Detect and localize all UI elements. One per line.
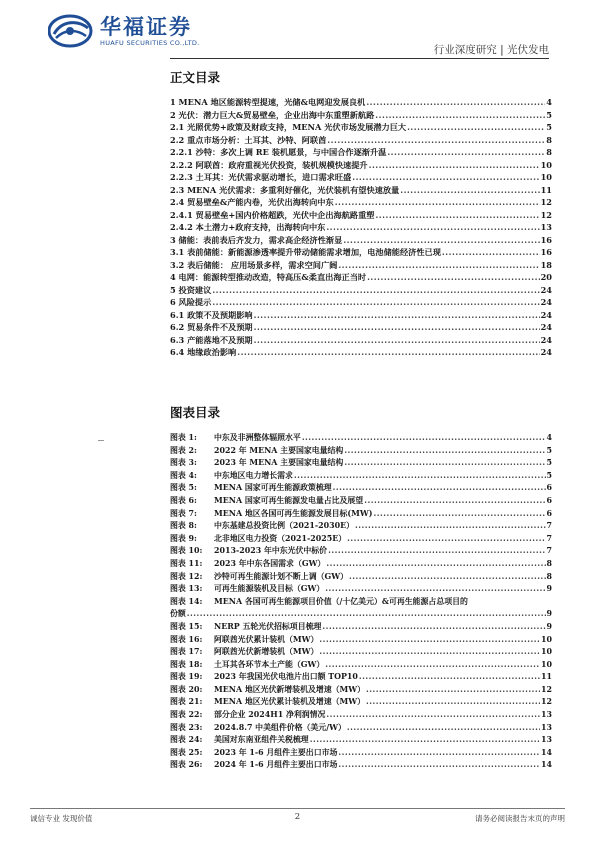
toc-entry-page: 4	[546, 97, 552, 107]
toc-leader-dots	[327, 134, 545, 147]
toc-leader-dots	[237, 346, 539, 359]
figure-entry[interactable]	[170, 684, 552, 697]
figure-entry-number: 图表 24:	[170, 735, 203, 745]
figure-entry-number: 图表 12:	[170, 571, 203, 581]
toc-leader-dots	[212, 284, 539, 297]
figure-leader-dots	[338, 759, 540, 772]
figure-entry-page: 11	[541, 672, 552, 682]
toc-entry[interactable]	[170, 221, 552, 234]
figure-entry-page: 5	[546, 470, 552, 480]
figure-entry-label: 北非地区电力投资（2021-2025E）	[214, 533, 347, 543]
report-category: 行业深度研究 | 光伏发电	[433, 44, 549, 56]
toc-entry[interactable]	[170, 184, 552, 197]
figure-entry-number: 图表 19:	[170, 672, 203, 682]
figure-leader-dots	[349, 571, 546, 584]
figure-entry-page: 5	[546, 445, 552, 455]
toc-entry-label: 6.1 政策不及预期影响	[170, 309, 253, 320]
figure-entry[interactable]	[170, 696, 552, 709]
toc-leader-dots	[326, 221, 539, 234]
figure-entry-page: 8	[546, 571, 552, 581]
toc-entry-page: 12	[540, 209, 552, 220]
logo-english-name: HUAFU SECURITIES CO.,LTD.	[100, 38, 200, 47]
figure-leader-dots	[319, 646, 540, 659]
toc-entry-page: 24	[540, 322, 552, 332]
figure-entry[interactable]	[170, 646, 552, 659]
figure-entry-page: 6	[546, 508, 552, 518]
figure-entry-number: 图表 1:	[170, 433, 197, 442]
toc-entry-page: 24	[540, 297, 552, 307]
figure-entry-label: MENA 国家可再生能源发电量占比及展望	[214, 495, 364, 505]
toc-entry-label: 4 电网：能源转型推动改造，特高压&柔直出海正当时	[170, 272, 367, 282]
figure-leader-dots	[338, 747, 540, 760]
figure-entry-page: 10	[541, 659, 552, 669]
toc-leader-dots	[254, 334, 540, 347]
toc-entry[interactable]	[170, 134, 552, 147]
toc-entry[interactable]	[170, 171, 552, 184]
table-of-contents	[170, 96, 552, 359]
toc-entry[interactable]	[170, 196, 552, 209]
figure-entry-number: 图表 22:	[170, 710, 203, 720]
page-number: 2	[294, 812, 301, 822]
figure-entry-label: 2022 年 MENA 主要国家电量结构	[214, 445, 344, 455]
figure-entry-label: 部分企业 2024H1 净利润情况	[214, 710, 326, 720]
figure-entry-page: 14	[541, 760, 552, 770]
figure-entry[interactable]	[170, 596, 552, 621]
figure-entry-label: MENA 各国可再生能源项目价值（/十亿美元）&可再生能源占总项目的	[214, 596, 468, 606]
figure-entry-number: 图表 9:	[170, 533, 197, 543]
figure-entry-label: 2023 年 1-6 月组件主要出口市场	[214, 747, 338, 757]
toc-entry-label: 3.1 表前储能：新能源渗透率提升带动储能需求增加，电池储能经济性已现	[170, 247, 441, 257]
figure-leader-dots	[366, 684, 540, 697]
figure-entry[interactable]	[170, 533, 552, 546]
figure-entry-page: 7	[546, 546, 552, 556]
figure-entry-page: 9	[546, 621, 552, 631]
list-of-figures	[170, 432, 552, 772]
figure-entry-label: 2024 年 1-6 月组件主要出口市场	[214, 760, 338, 770]
figure-entry-page: 13	[541, 722, 552, 732]
figure-entry-number: 图表 14:	[170, 596, 203, 606]
figure-entry-number: 图表 20:	[170, 684, 203, 694]
toc-entry-label: 6.4 地缘政治影响	[170, 347, 237, 357]
figure-entry[interactable]	[170, 482, 552, 495]
toc-entry-page: 16	[540, 234, 552, 245]
figure-entry-label: MENA 地区光伏累计装机及增速（MW）	[214, 697, 366, 707]
toc-entry-page: 10	[540, 159, 552, 170]
figure-entry[interactable]	[170, 621, 552, 634]
toc-entry[interactable]	[170, 96, 552, 109]
figure-entry[interactable]	[170, 659, 552, 672]
figure-entry[interactable]	[170, 508, 552, 521]
figure-entry-page: 9	[546, 609, 552, 619]
toc-entry[interactable]	[170, 234, 552, 247]
margin-mark	[98, 440, 104, 441]
toc-entry-page: 5	[546, 109, 552, 120]
toc-entry-page: 12	[540, 197, 552, 207]
toc-leader-dots	[254, 321, 540, 334]
figure-entry-label-continued: 份额	[170, 609, 186, 619]
figure-entry-page: 6	[546, 483, 552, 493]
figure-leader-dots	[364, 495, 545, 508]
figure-leader-dots	[319, 634, 540, 647]
toc-leader-dots	[375, 209, 539, 222]
figure-entry[interactable]	[170, 671, 552, 684]
figure-leader-dots	[355, 520, 545, 533]
toc-entry-label: 2.4.2 本土潜力+政府支持，出海转向中东	[170, 222, 326, 232]
figure-entry-label: 中东及非洲整体辐照水平	[214, 433, 301, 442]
toc-entry-page: 5	[546, 122, 552, 132]
figure-entry-number: 图表 18:	[170, 659, 203, 669]
toc-leader-dots	[254, 309, 540, 322]
toc-entry-label: 2.4 贸易壁垒&产能内卷，光伏出海转向中东	[170, 197, 334, 207]
figure-entry-page: 9	[546, 584, 552, 594]
footer-disclaimer: 请务必阅读报告末页的声明	[475, 814, 565, 823]
figure-list-title: 图表目录	[170, 405, 221, 420]
figure-entry-page: 12	[541, 697, 552, 707]
figure-leader-dots	[325, 659, 540, 672]
figure-entry-number: 图表 10:	[170, 546, 203, 556]
toc-entry[interactable]	[170, 271, 552, 284]
toc-entry[interactable]	[170, 146, 552, 159]
figure-entry[interactable]	[170, 571, 552, 584]
toc-entry-page: 8	[546, 134, 552, 145]
toc-entry[interactable]	[170, 321, 552, 334]
toc-leader-dots	[335, 196, 540, 209]
toc-entry-label: 2.2.2 阿联酋：政府重视光伏投资，装机规模快速提升	[170, 159, 368, 170]
figure-entry[interactable]	[170, 520, 552, 533]
toc-leader-dots	[366, 96, 545, 109]
toc-entry-label: 3.2 表后储能： 应用场景多样，需求空间广阔	[170, 259, 338, 270]
toc-entry-label: 2.4.1 贸易壁垒+国内价格超跌，光伏中企出海航路重塑	[170, 209, 375, 220]
figure-entry-number: 图表 16:	[170, 634, 203, 644]
figure-entry[interactable]	[170, 759, 552, 772]
figure-entry-label: 阿联酋光伏新增装机（MW）	[214, 647, 319, 657]
toc-entry-page: 24	[540, 334, 552, 345]
figure-entry-label: 2023 年 MENA 主要国家电量结构	[214, 458, 344, 468]
figure-entry-label: 2023 年我国光伏电池片出口额 TOP10	[214, 672, 358, 682]
figure-entry-label: 2013-2023 年中东光伏中标价	[214, 546, 328, 556]
toc-entry-label: 2.3 MENA 光伏需求：多重利好催化，光伏装机有望快速放量	[170, 184, 400, 195]
logo-chinese-name: 华福证券	[100, 14, 192, 39]
figure-entry-number: 图表 4:	[170, 470, 197, 480]
toc-entry-label: 2.2.3 土耳其：光伏需求驱动增长，进口需求旺盛	[170, 172, 352, 182]
figure-leader-dots	[322, 621, 545, 634]
figure-entry-page: 5	[546, 458, 552, 468]
toc-leader-dots	[369, 159, 540, 172]
figure-entry[interactable]	[170, 583, 552, 596]
toc-leader-dots	[400, 184, 539, 197]
figure-entry[interactable]	[170, 445, 552, 458]
figure-entry[interactable]	[170, 495, 552, 508]
toc-leader-dots	[367, 271, 540, 284]
figure-leader-dots	[326, 709, 540, 722]
figure-entry[interactable]	[170, 734, 552, 747]
toc-leader-dots	[375, 109, 545, 122]
figure-entry-page: 12	[541, 684, 552, 694]
figure-leader-dots	[302, 432, 546, 445]
toc-entry[interactable]	[170, 309, 552, 322]
toc-entry[interactable]	[170, 296, 552, 309]
figure-entry-number: 图表 13:	[170, 584, 203, 594]
figure-leader-dots	[310, 734, 540, 747]
figure-entry-label: 中东基建总投资比例（2021-2030E）	[214, 521, 355, 531]
figure-entry-number: 图表 21:	[170, 697, 203, 707]
figure-entry[interactable]	[170, 634, 552, 647]
figure-entry-number: 图表 15:	[170, 621, 203, 631]
toc-entry-page: 8	[546, 147, 552, 157]
toc-leader-dots	[442, 246, 540, 259]
toc-entry-page: 10	[540, 172, 552, 182]
figure-leader-dots	[325, 583, 545, 596]
toc-entry[interactable]	[170, 246, 552, 259]
figure-entry-label: MENA 地区各国可再生能源发展目标(MW)	[214, 508, 373, 518]
figure-entry-number: 图表 7:	[170, 508, 197, 518]
toc-entry-label: 6.3 产能落地不及预期	[170, 334, 253, 345]
figure-entry-label: 沙特可再生能源计划不断上调（GW）	[214, 571, 348, 581]
toc-leader-dots	[343, 234, 539, 247]
figure-entry-page: 7	[546, 521, 552, 531]
figure-leader-dots	[326, 558, 545, 571]
figure-entry-page: 8	[546, 558, 552, 568]
page-header	[0, 0, 595, 62]
figure-leader-dots	[344, 457, 545, 470]
figure-leader-dots	[347, 533, 545, 546]
figure-entry-label: 美国对东南亚组件关税梳理	[214, 735, 309, 745]
figure-entry[interactable]	[170, 709, 552, 722]
figure-entry[interactable]	[170, 457, 552, 470]
toc-entry-page: 16	[540, 247, 552, 257]
figure-entry-page: 14	[541, 747, 552, 757]
toc-entry-label: 1 MENA 地区能源转型提速，光储&电网迎发展良机	[170, 97, 366, 107]
toc-entry-label: 2.1 光照优势+政策及财政支持，MENA 光伏市场发展潜力巨大	[170, 122, 407, 132]
figure-leader-dots	[187, 608, 546, 621]
figure-leader-dots	[359, 671, 540, 684]
toc-leader-dots	[352, 171, 539, 184]
figure-entry-page: 13	[541, 735, 552, 745]
toc-entry[interactable]	[170, 121, 552, 134]
figure-entry-label: NERP 五轮光伏招标项目梳理	[214, 621, 322, 631]
figure-leader-dots	[328, 545, 545, 558]
header-divider	[170, 58, 549, 59]
toc-entry-label: 6 风险提示	[170, 297, 212, 307]
figure-entry-label: MENA 国家可再生能源政策梳理	[214, 483, 332, 493]
toc-entry-page: 24	[540, 284, 552, 295]
huafu-logo-icon	[48, 14, 94, 48]
figure-entry-number: 图表 5:	[170, 483, 197, 493]
figure-entry[interactable]	[170, 558, 552, 571]
figure-entry-label: 土耳其各环节本土产能（GW）	[214, 659, 325, 669]
toc-entry[interactable]	[170, 334, 552, 347]
toc-entry-label: 6.2 贸易条件不及预期	[170, 322, 253, 332]
figure-entry-page: 10	[541, 647, 552, 657]
toc-entry-page: 20	[540, 272, 552, 282]
toc-title: 正文目录	[170, 70, 221, 85]
figure-entry-number: 图表 6:	[170, 495, 197, 505]
figure-entry-page: 4	[546, 433, 552, 442]
figure-entry-label: 阿联酋光伏累计装机（MW）	[214, 634, 319, 644]
toc-entry[interactable]	[170, 284, 552, 297]
figure-entry-label: 2023 年中东各国需求（GW）	[214, 558, 326, 568]
toc-entry-label: 2.2.1 沙特：多次上调 RE 装机愿景，与中国合作逐渐升温	[170, 147, 387, 157]
figure-leader-dots	[344, 445, 545, 458]
figure-entry[interactable]	[170, 470, 552, 483]
toc-entry[interactable]	[170, 346, 552, 359]
figure-entry-page: 6	[546, 495, 552, 505]
figure-entry-page: 13	[541, 710, 552, 720]
figure-entry-label: MENA 地区光伏新增装机及增速（MW）	[214, 684, 366, 694]
figure-leader-dots	[333, 482, 546, 495]
figure-leader-dots	[294, 470, 546, 483]
toc-entry-page: 11	[540, 184, 552, 195]
figure-entry-number: 图表 23:	[170, 722, 203, 732]
toc-leader-dots	[338, 259, 539, 272]
toc-leader-dots	[387, 146, 545, 159]
toc-entry-label: 3 储能：表前表后齐发力，需求高企经济性渐显	[170, 234, 343, 245]
figure-entry-number: 图表 26:	[170, 760, 203, 770]
toc-entry-label: 5 投资建议	[170, 284, 212, 295]
figure-entry-page: 10	[541, 634, 552, 644]
figure-entry[interactable]	[170, 722, 552, 735]
figure-entry-number: 图表 3:	[170, 458, 197, 468]
figure-leader-dots	[366, 696, 540, 709]
toc-entry-label: 2.2 重点市场分析：土耳其、沙特、阿联酋	[170, 134, 327, 145]
toc-entry[interactable]	[170, 159, 552, 172]
toc-entry-page: 18	[540, 259, 552, 270]
figure-entry-number: 图表 2:	[170, 445, 197, 455]
figure-entry-number: 图表 11:	[170, 558, 203, 568]
figure-leader-dots	[347, 722, 540, 735]
toc-entry[interactable]	[170, 109, 552, 122]
toc-entry-page: 13	[540, 222, 552, 232]
toc-entry[interactable]	[170, 209, 552, 222]
company-logo	[48, 14, 200, 48]
figure-entry[interactable]	[170, 432, 552, 445]
figure-entry-label: 中东地区电力增长需求	[214, 470, 293, 480]
figure-entry[interactable]	[170, 747, 552, 760]
figure-leader-dots	[373, 508, 545, 521]
footer-slogan: 诚信专业 发现价值	[30, 814, 93, 823]
figure-entry-number: 图表 17:	[170, 647, 203, 657]
footer-divider	[30, 808, 565, 809]
toc-leader-dots	[212, 296, 539, 309]
toc-entry-page: 24	[540, 309, 552, 320]
figure-entry-number: 图表 8:	[170, 521, 197, 531]
toc-leader-dots	[407, 121, 545, 134]
figure-entry-label: 可再生能源装机及目标（GW）	[214, 584, 325, 594]
figure-entry-number: 图表 25:	[170, 747, 203, 757]
toc-entry[interactable]	[170, 259, 552, 272]
toc-entry-page: 24	[540, 347, 552, 357]
figure-entry-page: 7	[546, 533, 552, 543]
figure-entry-label: 2024.8.7 中美组件价格（美元/W）	[214, 722, 346, 732]
toc-entry-label: 2 光伏：潜力巨大&贸易壁垒，企业出海中东重塑新航路	[170, 109, 375, 120]
figure-entry[interactable]	[170, 545, 552, 558]
